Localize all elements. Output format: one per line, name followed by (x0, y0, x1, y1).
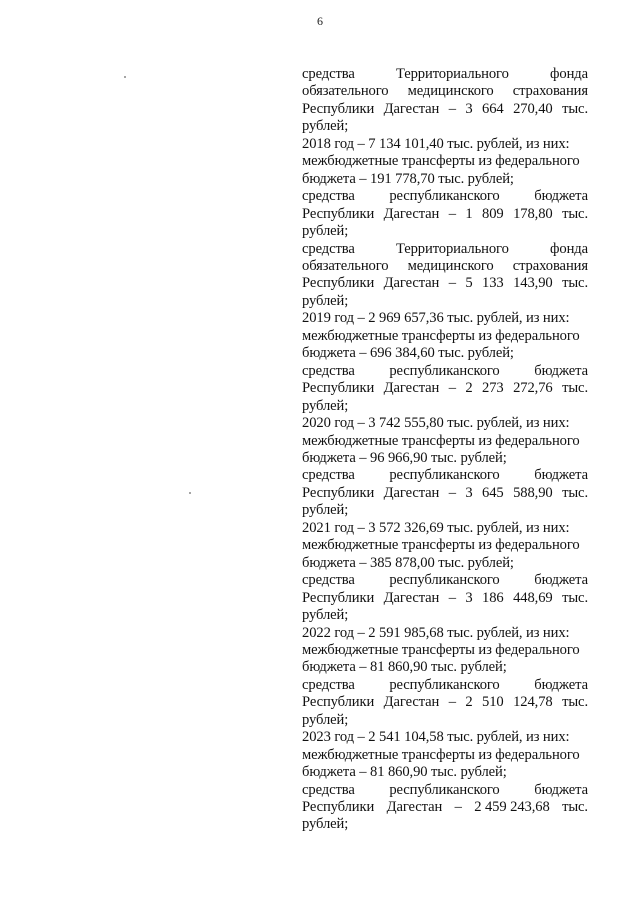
text-line: бюджета – 385 878,00 тыс. рублей; (302, 554, 514, 571)
text-word: медицинского (407, 257, 494, 274)
text-word: Дагестан (383, 484, 440, 501)
text-line: рублей; (302, 711, 349, 728)
text-word: – (448, 275, 456, 292)
text-word: Территориального (395, 66, 509, 82)
text-word: бюджета (534, 572, 588, 589)
scan-artifact (189, 492, 191, 494)
text-word: Дагестан (383, 100, 440, 117)
text-line: 2019 год – 2 969 657,36 тыс. рублей, из них: (302, 310, 570, 327)
text-word: республиканского (389, 188, 500, 205)
text-word: республиканского (389, 676, 500, 693)
text-line: бюджета – 96 966,90 тыс. рублей; (302, 449, 507, 466)
text-word: 133 (482, 275, 504, 292)
text-word: тыс. (562, 205, 588, 222)
text-word: 510 (482, 694, 504, 711)
text-line: рублей; (302, 607, 349, 624)
text-word: 2 459 243,68 (474, 799, 550, 816)
text-line: рублей; (302, 223, 349, 240)
text-word: средства (302, 362, 355, 379)
text-line (302, 206, 588, 223)
text-line (302, 275, 588, 292)
text-word: фонда (550, 240, 588, 257)
text-word: Дагестан (383, 589, 440, 606)
text-word: тыс. (562, 694, 588, 711)
text-line: межбюджетные трансферты из федерального (302, 432, 580, 449)
text-word: бюджета (534, 467, 588, 484)
page-number: 6 (317, 14, 323, 28)
text-word: тыс. (562, 589, 588, 606)
text-word: Дагестан (383, 694, 440, 711)
text-word: Дагестан (383, 275, 440, 292)
text-line (302, 467, 588, 484)
text-word: тыс. (562, 484, 588, 501)
text-word: 5 (465, 275, 473, 292)
text-line (302, 258, 588, 275)
text-word: 124,78 (513, 694, 553, 711)
text-word: 664 (482, 100, 504, 117)
text-line: бюджета – 81 860,90 тыс. рублей; (302, 659, 507, 676)
text-word: Дагестан (386, 799, 443, 816)
text-word: Дагестан (383, 205, 440, 222)
scan-artifact (124, 76, 126, 78)
text-line (302, 66, 588, 83)
text-line: 2021 год – 3 572 326,69 тыс. рублей, из них: (302, 519, 570, 536)
text-word: – (448, 380, 456, 397)
text-word: Республики (302, 100, 375, 117)
text-word: обязательного (302, 257, 389, 274)
text-word: 143,90 (513, 275, 553, 292)
text-line (302, 572, 588, 589)
text-line (302, 485, 588, 502)
text-word: средства (302, 188, 355, 205)
text-word: тыс. (562, 380, 588, 397)
text-word: 809 (482, 205, 504, 222)
text-word: Республики (302, 589, 375, 606)
text-word: 186 (482, 589, 504, 606)
text-line: 2023 год – 2 541 104,58 тыс. рублей, из них: (302, 729, 570, 746)
text-word: тыс. (562, 100, 588, 117)
text-word: 588,90 (513, 484, 553, 501)
text-line: межбюджетные трансферты из федерального (302, 153, 580, 170)
text-word: бюджета (534, 188, 588, 205)
text-word: средства (302, 467, 355, 484)
text-line: бюджета – 696 384,60 тыс. рублей; (302, 345, 514, 362)
text-word: средства (302, 66, 355, 82)
text-word: Республики (302, 205, 375, 222)
text-line: рублей; (302, 397, 349, 414)
text-line (302, 694, 588, 711)
text-word: 645 (482, 484, 504, 501)
text-word: – (448, 589, 456, 606)
text-line (302, 188, 588, 205)
text-word: бюджета (534, 781, 588, 798)
text-word: тыс. (562, 275, 588, 292)
text-word: средства (302, 572, 355, 589)
text-line: рублей; (302, 502, 349, 519)
text-line: 2022 год – 2 591 985,68 тыс. рублей, из них: (302, 624, 570, 641)
text-column (302, 66, 588, 834)
text-word: 1 (465, 205, 473, 222)
text-word: республиканского (389, 362, 500, 379)
text-word: тыс. (562, 799, 588, 816)
text-word: – (448, 694, 456, 711)
text-line: 2018 год – 7 134 101,40 тыс. рублей, из них: (302, 135, 570, 152)
text-line (302, 380, 588, 397)
text-word: Территориального (395, 240, 509, 257)
text-word: – (448, 100, 456, 117)
text-line (302, 782, 588, 799)
text-word: страхования (512, 83, 588, 100)
text-word: 272,76 (513, 380, 553, 397)
text-line (302, 677, 588, 694)
text-line (302, 799, 588, 816)
text-line (302, 101, 588, 118)
text-word: обязательного (302, 83, 389, 100)
text-word: бюджета (534, 676, 588, 693)
text-word: 448,69 (513, 589, 553, 606)
text-line (302, 83, 588, 100)
text-word: средства (302, 781, 355, 798)
text-word: 2 (465, 380, 473, 397)
text-word: республиканского (389, 572, 500, 589)
text-line: 2020 год – 3 742 555,80 тыс. рублей, из них: (302, 415, 570, 432)
text-word: Республики (302, 694, 375, 711)
text-word: 270,40 (513, 100, 553, 117)
text-word: – (454, 799, 462, 816)
text-word: Республики (302, 799, 375, 816)
text-word: 3 (465, 484, 473, 501)
text-line: рублей; (302, 292, 349, 309)
text-word: Республики (302, 484, 375, 501)
text-word: республиканского (389, 467, 500, 484)
text-word: 2 (465, 694, 473, 711)
text-word: медицинского (407, 83, 494, 100)
text-line (302, 590, 588, 607)
text-word: республиканского (389, 781, 500, 798)
text-word: Республики (302, 380, 375, 397)
text-line: рублей; (302, 118, 349, 135)
text-word: страхования (512, 257, 588, 274)
text-word: бюджета (534, 362, 588, 379)
text-word: Дагестан (383, 380, 440, 397)
text-line (302, 241, 588, 258)
text-line (302, 363, 588, 380)
text-word: – (448, 484, 456, 501)
text-word: 3 (465, 589, 473, 606)
text-word: фонда (550, 66, 588, 82)
text-word: Республики (302, 275, 375, 292)
text-line: рублей; (302, 816, 349, 833)
text-line: межбюджетные трансферты из федерального (302, 641, 580, 658)
text-line: бюджета – 81 860,90 тыс. рублей; (302, 764, 507, 781)
text-line: межбюджетные трансферты из федерального (302, 746, 580, 763)
text-word: – (448, 205, 456, 222)
text-word: средства (302, 240, 355, 257)
text-word: 178,80 (513, 205, 553, 222)
text-word: средства (302, 676, 355, 693)
text-word: 3 (465, 100, 473, 117)
text-word: 273 (482, 380, 504, 397)
text-line: бюджета – 191 778,70 тыс. рублей; (302, 170, 514, 187)
text-line: межбюджетные трансферты из федерального (302, 327, 580, 344)
text-line: межбюджетные трансферты из федерального (302, 537, 580, 554)
